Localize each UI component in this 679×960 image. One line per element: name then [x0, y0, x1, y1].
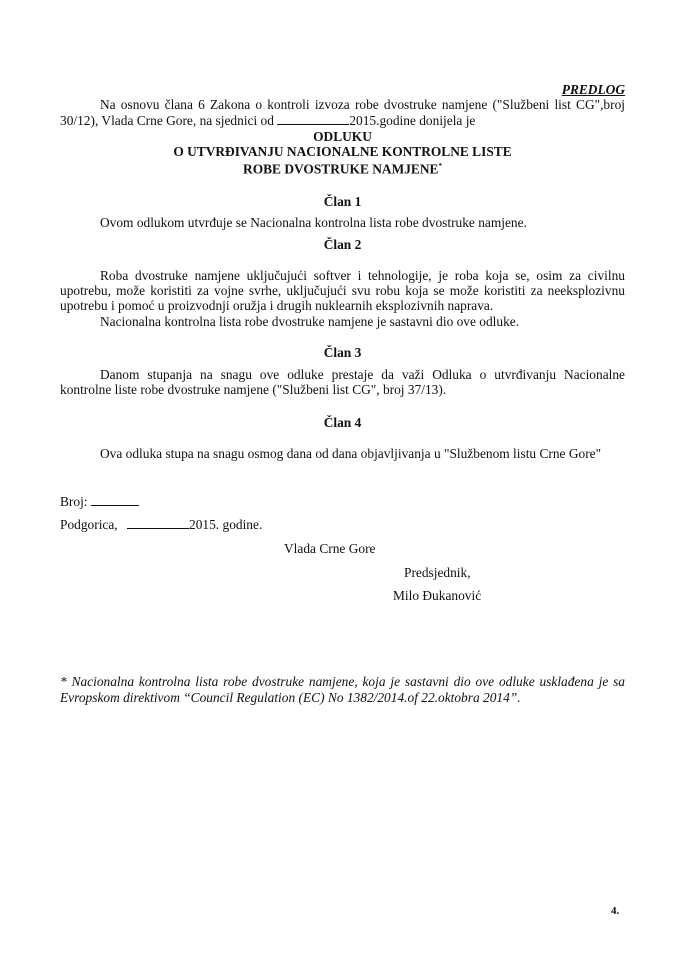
broj-line: Broj:: [60, 494, 139, 509]
article-text: Ova odluka stupa na snagu osmog dana od dana objavljivanja u "Službenom listu Crne Gore": [100, 446, 602, 461]
article-heading: Član 4: [323, 415, 362, 430]
predlog-label: PREDLOG: [561, 82, 625, 97]
date-blank: [277, 113, 349, 125]
page-number: 4.: [611, 905, 620, 917]
signatory-title: Predsjednik,: [404, 565, 471, 580]
article-text: upotrebu i pomoć u proizvodnji oružja i drugih nuklearnih eksplozivnih naprava.: [60, 298, 494, 313]
footnote-line: Evropskom direktivom “Council Regulation (EC) No 1382/2014.of 22.oktobra 2014”.: [60, 690, 521, 705]
signatory-name: Milo Đukanović: [393, 588, 482, 603]
article-heading: Član 3: [323, 345, 362, 360]
article-text: upotrebu, može koristiti za vojne svrhe, uključujući svu robu koja se može koristiti za neeksplozivnu: [60, 283, 625, 298]
article-text: Danom stupanja na snagu ove odluke prestaje da važi Odluka o utvrđivanju Nacionalne: [100, 367, 625, 382]
article-text: Roba dvostruke namjene uključujući softver i tehnologije, je roba koja se, osim za civilnu: [100, 268, 625, 283]
title-line: ODLUKU: [313, 129, 372, 144]
place-date-line: Podgorica, 2015. godine.: [60, 517, 263, 532]
government-name: Vlada Crne Gore: [284, 541, 376, 556]
article-heading: Član 2: [323, 237, 362, 252]
title-line: O UTVRĐIVANJU NACIONALNE KONTROLNE LISTE: [173, 144, 512, 159]
broj-blank: [91, 494, 139, 506]
footnote-line: * Nacionalna kontrolna lista robe dvostruke namjene, koja je sastavni dio ove odluke usklađena je sa: [60, 674, 625, 689]
article-heading: Član 1: [323, 194, 362, 209]
preamble-line: 30/12), Vlada Crne Gore, na sjednici od 2015.godine donijela je: [60, 113, 476, 128]
article-text: Nacionalna kontrolna lista robe dvostruke namjene je sastavni dio ove odluke.: [100, 314, 520, 329]
title-line: ROBE DVOSTRUKE NAMJENE*: [243, 161, 442, 177]
article-text: kontrolne liste robe dvostruke namjene ("Službeni list CG", broj 37/13).: [60, 382, 447, 397]
date-blank: [127, 517, 189, 529]
article-text: Ovom odlukom utvrđuje se Nacionalna kontrolna lista robe dvostruke namjene.: [100, 215, 527, 230]
preamble-line: Na osnovu člana 6 Zakona o kontroli izvoza robe dvostruke namjene ("Službeni list CG",broj: [100, 97, 625, 112]
